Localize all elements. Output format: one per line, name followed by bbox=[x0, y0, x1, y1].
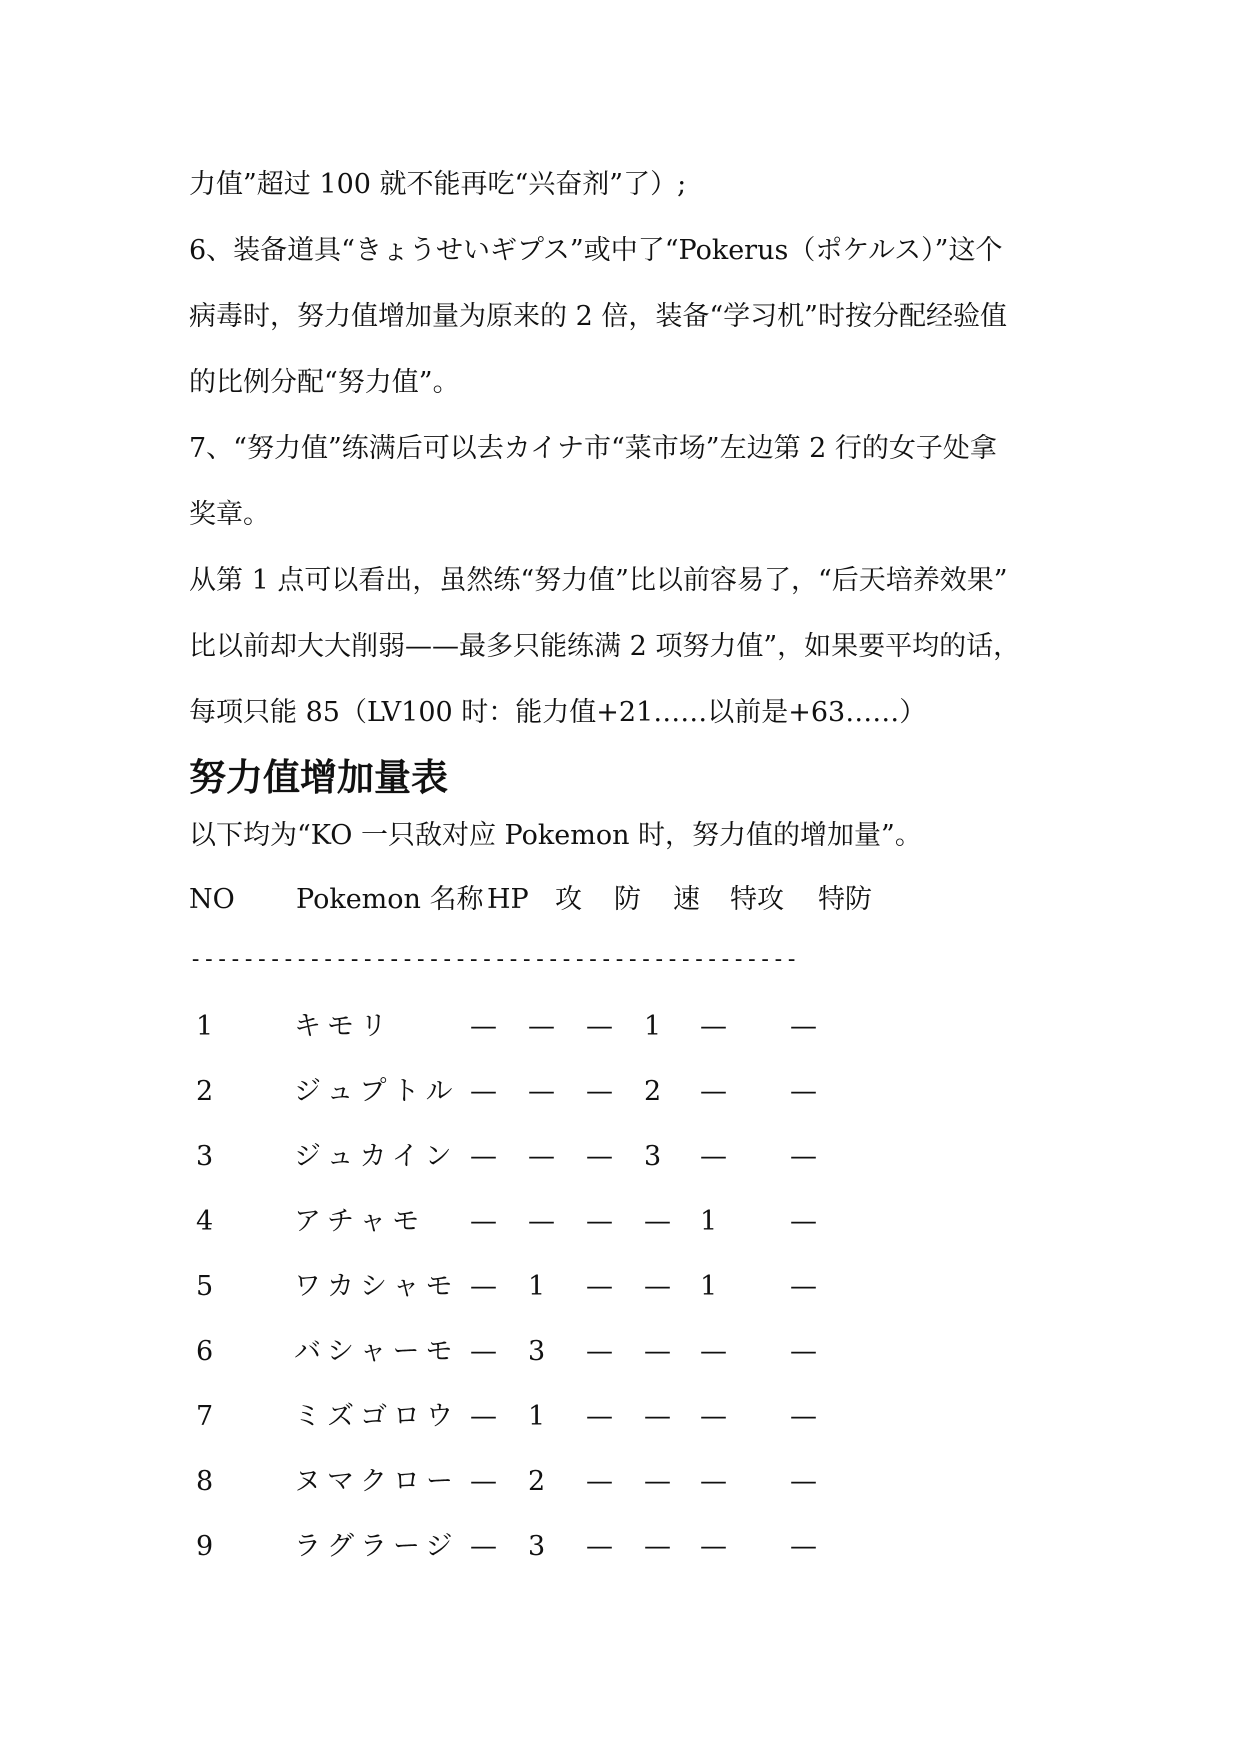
sp-attack-value: — bbox=[700, 1141, 727, 1172]
hp-value: — bbox=[470, 1336, 497, 1367]
attack-value: 2 bbox=[528, 1466, 546, 1497]
pokemon-name: ヌマクロー bbox=[294, 1466, 459, 1497]
table-row bbox=[0, 1319, 1241, 1384]
speed-value: 1 bbox=[644, 1011, 662, 1042]
table-row bbox=[0, 1254, 1241, 1319]
sp-attack-value: — bbox=[700, 1531, 727, 1562]
paragraph-line: 奖章。 bbox=[189, 499, 270, 530]
pokemon-name: ラグラージ bbox=[294, 1531, 459, 1562]
sp-attack-value: — bbox=[700, 1011, 727, 1042]
attack-value: — bbox=[528, 1011, 555, 1042]
sp-attack-value: 1 bbox=[700, 1206, 718, 1237]
sp-defense-value: — bbox=[790, 1206, 817, 1237]
attack-value: — bbox=[528, 1141, 555, 1172]
header-name: Pokemon 名称 bbox=[296, 884, 484, 915]
row-no: 5 bbox=[196, 1271, 214, 1302]
hp-value: — bbox=[470, 1011, 497, 1042]
attack-value: — bbox=[528, 1076, 555, 1107]
table-row bbox=[0, 994, 1241, 1059]
paragraph-line: 从第 1 点可以看出，虽然练“努力值”比以前容易了，“后天培养效果” bbox=[189, 565, 1008, 596]
table-row bbox=[0, 1189, 1241, 1254]
defense-value: — bbox=[586, 1271, 613, 1302]
speed-value: — bbox=[644, 1531, 671, 1562]
section-title: 努力值增加量表 bbox=[189, 756, 448, 799]
defense-value: — bbox=[586, 1466, 613, 1497]
hp-value: — bbox=[470, 1141, 497, 1172]
sp-attack-value: — bbox=[700, 1466, 727, 1497]
sp-defense-value: — bbox=[790, 1531, 817, 1562]
header-attack: 攻 bbox=[555, 884, 582, 915]
sp-defense-value: — bbox=[790, 1336, 817, 1367]
defense-value: — bbox=[586, 1401, 613, 1432]
attack-value: 3 bbox=[528, 1336, 546, 1367]
row-no: 2 bbox=[196, 1076, 214, 1107]
row-no: 4 bbox=[196, 1206, 214, 1237]
paragraph-line: 病毒时，努力值增加量为原来的 2 倍，装备“学习机”时按分配经验值 bbox=[189, 301, 1007, 332]
sp-attack-value: 1 bbox=[700, 1271, 718, 1302]
table-row bbox=[0, 1124, 1241, 1189]
sp-defense-value: — bbox=[790, 1271, 817, 1302]
header-sp-defense: 特防 bbox=[818, 884, 872, 915]
header-no: NO bbox=[189, 884, 235, 915]
pokemon-name: バシャーモ bbox=[294, 1336, 459, 1367]
defense-value: — bbox=[586, 1011, 613, 1042]
row-no: 1 bbox=[196, 1011, 214, 1042]
table-separator: ---------------------------------------------- bbox=[189, 947, 799, 972]
sp-defense-value: — bbox=[790, 1076, 817, 1107]
row-no: 6 bbox=[196, 1336, 214, 1367]
hp-value: — bbox=[470, 1401, 497, 1432]
hp-value: — bbox=[470, 1531, 497, 1562]
paragraph-line: 的比例分配“努力值”。 bbox=[189, 367, 460, 398]
table-row bbox=[0, 1384, 1241, 1449]
table-row bbox=[0, 1059, 1241, 1124]
paragraph-line: 每项只能 85（LV100 时：能力值+21……以前是+63……） bbox=[189, 697, 927, 728]
attack-value: — bbox=[528, 1206, 555, 1237]
sp-defense-value: — bbox=[790, 1401, 817, 1432]
speed-value: — bbox=[644, 1401, 671, 1432]
speed-value: 2 bbox=[644, 1076, 662, 1107]
pokemon-name: ジュプトル bbox=[294, 1076, 459, 1107]
attack-value: 1 bbox=[528, 1401, 546, 1432]
defense-value: — bbox=[586, 1141, 613, 1172]
row-no: 7 bbox=[196, 1401, 214, 1432]
pokemon-name: キモリ bbox=[294, 1011, 393, 1042]
row-no: 9 bbox=[196, 1531, 214, 1562]
paragraph-line: 比以前却大大削弱——最多只能练满 2 项努力值”，如果要平均的话， bbox=[189, 631, 1021, 662]
hp-value: — bbox=[470, 1466, 497, 1497]
speed-value: — bbox=[644, 1271, 671, 1302]
pokemon-name: アチャモ bbox=[294, 1206, 426, 1237]
sp-attack-value: — bbox=[700, 1076, 727, 1107]
speed-value: — bbox=[644, 1336, 671, 1367]
attack-value: 3 bbox=[528, 1531, 546, 1562]
paragraph-line: 6、装备道具“きょうせいギプス”或中了“Pokerus（ポケルス）”这个 bbox=[189, 235, 1003, 266]
defense-value: — bbox=[586, 1531, 613, 1562]
header-sp-attack: 特攻 bbox=[730, 884, 784, 915]
hp-value: — bbox=[470, 1076, 497, 1107]
sp-defense-value: — bbox=[790, 1011, 817, 1042]
header-defense: 防 bbox=[614, 884, 641, 915]
speed-value: — bbox=[644, 1466, 671, 1497]
paragraph-line: 力值”超过 100 就不能再吃“兴奋剂”了）; bbox=[189, 169, 687, 200]
sp-defense-value: — bbox=[790, 1141, 817, 1172]
sp-attack-value: — bbox=[700, 1336, 727, 1367]
speed-value: — bbox=[644, 1206, 671, 1237]
row-no: 3 bbox=[196, 1141, 214, 1172]
section-intro: 以下均为“KO 一只敌对应 Pokemon 时，努力值的增加量”。 bbox=[189, 820, 922, 851]
speed-value: 3 bbox=[644, 1141, 662, 1172]
pokemon-name: ジュカイン bbox=[294, 1141, 458, 1172]
pokemon-name: ワカシャモ bbox=[294, 1271, 459, 1302]
table-row bbox=[0, 1514, 1241, 1579]
sp-attack-value: — bbox=[700, 1401, 727, 1432]
pokemon-name: ミズゴロウ bbox=[294, 1401, 459, 1432]
defense-value: — bbox=[586, 1336, 613, 1367]
defense-value: — bbox=[586, 1206, 613, 1237]
defense-value: — bbox=[586, 1076, 613, 1107]
table-row bbox=[0, 1449, 1241, 1514]
hp-value: — bbox=[470, 1206, 497, 1237]
hp-value: — bbox=[470, 1271, 497, 1302]
header-speed: 速 bbox=[673, 884, 700, 915]
row-no: 8 bbox=[196, 1466, 214, 1497]
paragraph-line: 7、“努力值”练满后可以去カイナ市“菜市场”左边第 2 行的女子处拿 bbox=[189, 433, 997, 464]
header-hp: HP bbox=[487, 884, 529, 915]
sp-defense-value: — bbox=[790, 1466, 817, 1497]
attack-value: 1 bbox=[528, 1271, 546, 1302]
